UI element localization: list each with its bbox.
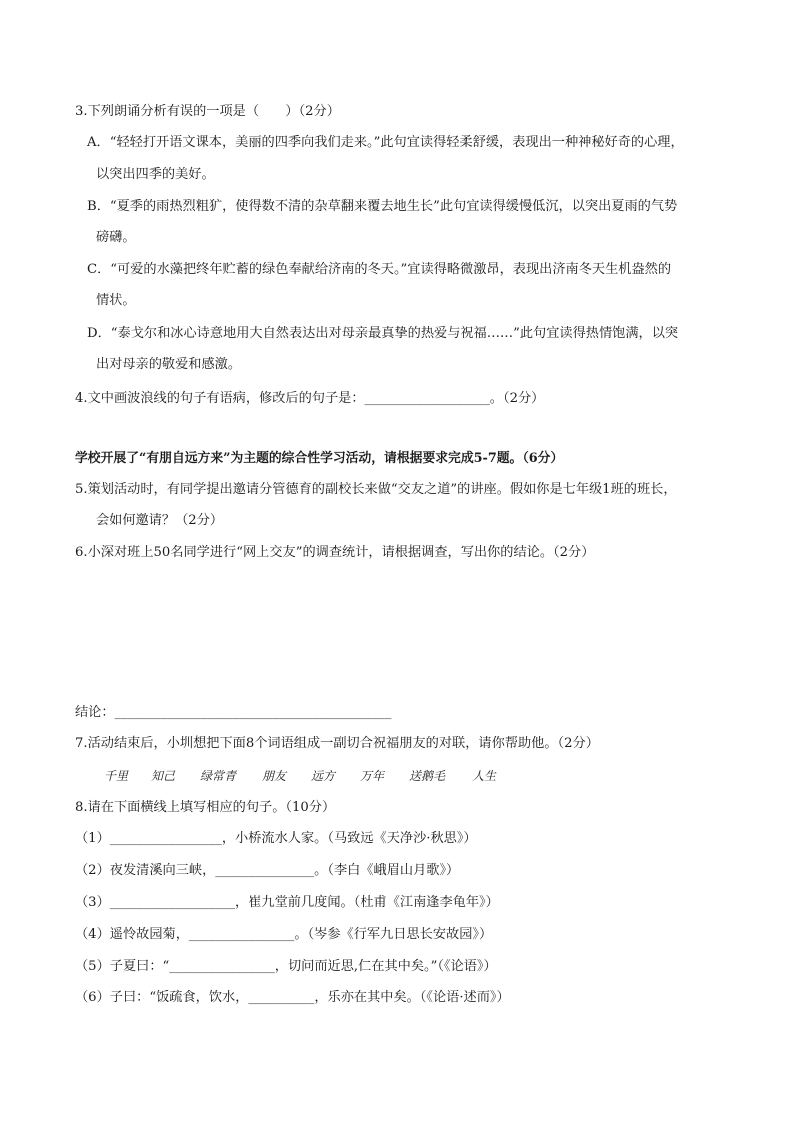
word-item: 朋友: [262, 769, 287, 783]
question-5-cont: 会如何邀请？（2分）: [96, 513, 224, 528]
question-3-option-c: C．“可爱的水藻把终年贮蓄的绿色奉献给济南的冬天。”宜读得略微激昂，表现出济南冬天生机盎然的: [87, 262, 672, 277]
question-3-option-b: B．“夏季的雨热烈粗犷，使得数不清的杂草翻来覆去地生长”此句宜读得缓慢低沉，以突出夏雨的气势: [87, 199, 678, 214]
conclusion-label: 结论：__________________________________________: [75, 705, 392, 720]
word-item: 千里: [104, 769, 129, 783]
question-7: 7.活动结束后，小圳想把下面8个词语组成一副切合祝福朋友的对联，请你帮助他。（2分）: [75, 736, 599, 751]
question-8-item: （4）遥怜故园菊，________________。（岑参《行军九日思长安故园》）: [75, 927, 493, 942]
question-6: 6.小深对班上50名同学进行“网上交友”的调查统计，请根据调查，写出你的结论。（2分）: [75, 545, 595, 560]
question-8-item: （2）夜发清溪向三峡，_______________。（李白《峨眉山月歌》）: [75, 863, 460, 878]
question-8-item: （5）子夏曰：“________________，切问而近思,仁在其中矣。”（《论语》）: [75, 959, 497, 974]
word-item: 绿常青: [200, 769, 237, 783]
word-item: 知己: [151, 769, 176, 783]
question-4: 4.文中画波浪线的句子有语病，修改后的句子是：___________________。（2分）: [75, 391, 545, 406]
question-8-stem: 8.请在下面横线上填写相应的句子。（10分）: [75, 800, 336, 815]
question-3-option-d-cont: 出对母亲的敬爱和感激。: [96, 357, 242, 372]
question-3-option-a-cont: 以突出四季的美好。: [96, 167, 215, 182]
word-item: 万年: [360, 769, 385, 783]
question-5: 5.策划活动时，有同学提出邀请分管德育的副校长来做“交友之道”的讲座。假如你是七年级1班的班长，: [75, 482, 677, 497]
question-3-option-a: A．“轻轻打开语文课本，美丽的四季向我们走来。”此句宜读得轻柔舒缓，表现出一种神秘好奇的心理，: [87, 135, 684, 150]
question-3-option-b-cont: 磅礴。: [96, 230, 136, 245]
section-intro: 学校开展了“有朋自远方来”为主题的综合性学习活动，请根据要求完成5-7题。（6分）: [75, 451, 564, 466]
question-8-item: （6）子曰：“饭疏食，饮水，__________，乐亦在其中矣。（《论语·述而》）: [75, 990, 510, 1005]
question-3-option-c-cont: 情状。: [96, 293, 136, 308]
question-3-stem: 3.下列朗诵分析有误的一项是（ ）（2分）: [75, 104, 340, 119]
question-8-item: （1）_________________，小桥流水人家。（马致远《天净沙·秋思》）: [75, 831, 477, 846]
question-3-option-d: D．“泰戈尔和冰心诗意地用大自然表达出对母亲最真挚的热爱与祝福……”此句宜读得热情饱满，以突: [87, 326, 679, 341]
word-item: 远方: [311, 769, 336, 783]
question-8-item: （3）___________________，崔九堂前几度闻。（杜甫《江南逢李龟年》）: [75, 895, 499, 910]
word-item: 送鹅毛: [409, 769, 446, 783]
word-item: 人生: [472, 769, 497, 783]
